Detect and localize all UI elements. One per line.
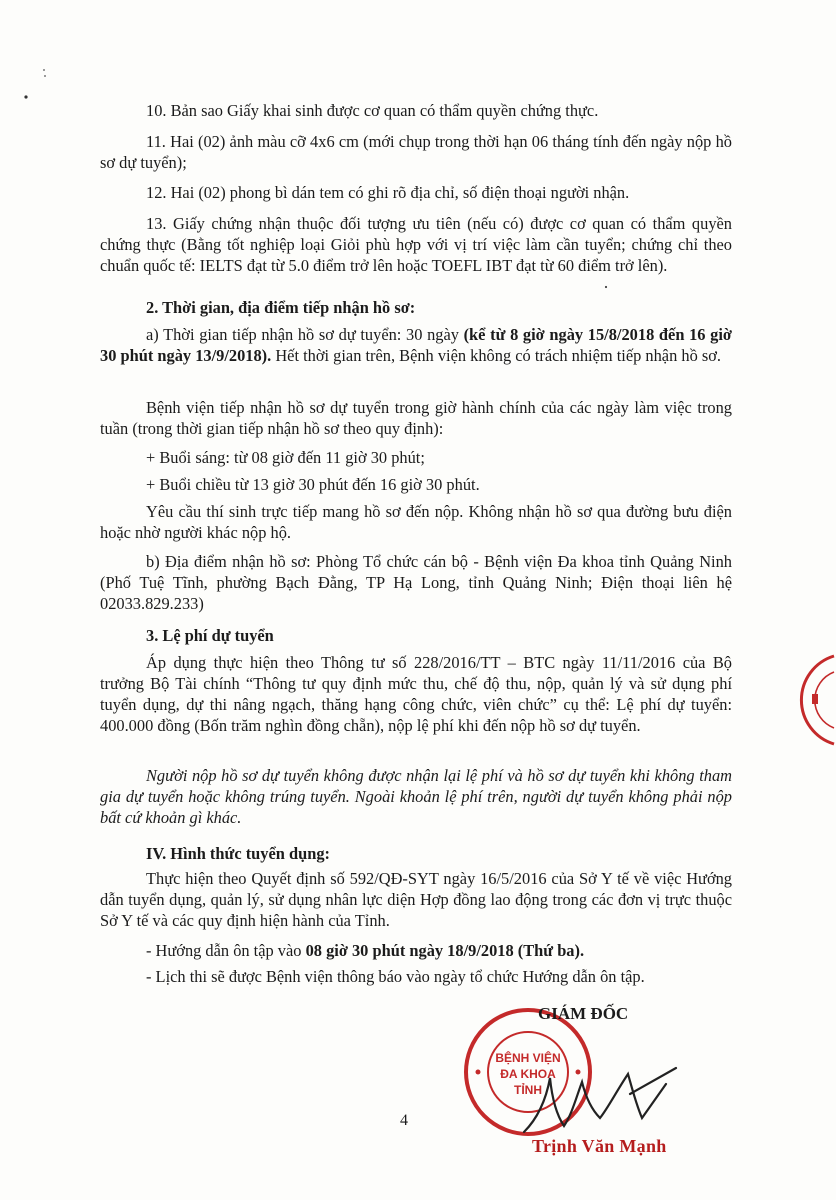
section-2-heading: 2. Thời gian, địa điểm tiếp nhận hồ sơ: [146, 298, 416, 317]
page-number: 4 [400, 1112, 408, 1129]
signer-title: GIÁM ĐỐC [538, 1004, 629, 1023]
section-2-a-note: Hết thời gian trên, Bệnh viện không có trách nhiệm tiếp nhận hồ sơ. [271, 346, 722, 365]
section-4-review-item [100, 940, 778, 961]
seal-line-2: ĐA KHOA [500, 1067, 556, 1081]
section-2-paragraph-1: Bệnh viện tiếp nhận hồ sơ dự tuyển trong giờ hành chính của các ngày làm việc trong tuần (trong thời gian tiếp nhận hồ sơ theo quy định): [100, 398, 732, 438]
section-2-a [100, 324, 732, 366]
review-datetime: 08 giờ 30 phút ngày 18/9/2018 (Thứ ba). [305, 941, 585, 960]
signer-name: Trịnh Văn Mạnh [532, 1136, 667, 1156]
item-13: 13. Giấy chứng nhận thuộc đối tượng ưu tiên (nếu có) được cơ quan có thẩm quyền chứng thực (Bằng tốt nghiệp loại Giỏi phù hợp với vị trí việc làm cần tuyển; chứng chỉ theo chuẩn quốc tế: IELTS đạt từ 5.0 điểm trở lên hoặc TOEFL IBT đạt từ 60 điểm trở lên). [100, 214, 732, 275]
section-4-paragraph-1: Thực hiện theo Quyết định số 592/QĐ-SYT ngày 16/5/2016 của Sở Y tế về việc Hướng dẫn tuyển dụng, quản lý, sử dụng nhân lực diện Hợp đồng lao động trong các đơn vị trực thuộc Sở Y tế và các quy định hiện hành của Tỉnh. [100, 869, 732, 930]
section-4-schedule-item: - Lịch thi sẽ được Bệnh viện thông báo vào ngày tổ chức Hướng dẫn ôn tập. [146, 967, 645, 986]
review-text: - Hướng dẫn ôn tập vào [146, 941, 306, 960]
section-4-heading: IV. Hình thức tuyển dụng: [146, 844, 330, 863]
edge-seal [786, 650, 836, 750]
section-2-morning-hours: + Buổi sáng: từ 08 giờ đến 11 giờ 30 phút; [146, 448, 425, 467]
section-2-afternoon-hours: + Buổi chiều từ 13 giờ 30 phút đến 16 giờ 30 phút. [146, 475, 480, 494]
item-11: 11. Hai (02) ảnh màu cỡ 4x6 cm (mới chụp trong thời hạn 06 tháng tính đến ngày nộp hồ sơ dự tuyển); [100, 132, 732, 172]
section-2-a-period: (kể từ 8 giờ ngày 15/8/2018 đến 16 giờ 30 phút ngày 13/9/2018). [100, 325, 732, 365]
handwritten-signature [516, 1048, 686, 1138]
section-3-paragraph-2: Người nộp hồ sơ dự tuyển không được nhận lại lệ phí và hồ sơ dự tuyển khi không tham gia dự tuyển hoặc không trúng tuyển. Ngoài khoản lệ phí trên, người dự tuyển không phải nộp bất cứ khoản gì khác. [100, 766, 732, 827]
section-3-heading: 3. Lệ phí dự tuyển [146, 626, 274, 645]
item-10: 10. Bản sao Giấy khai sinh được cơ quan có thẩm quyền chứng thực. [146, 101, 599, 120]
section-3-paragraph-1: Áp dụng thực hiện theo Thông tư số 228/2016/TT – BTC ngày 11/11/2016 của Bộ trưởng Bộ Tài chính “Thông tư quy định mức thu, chế độ thu, nộp, quản lý và sử dụng phí tuyển dụng, dự thi nâng ngạch, thăng hạng công chức, viên chức” cụ thể: Lệ phí dự tuyển: 400.000 đồng (Bốn trăm nghìn đồng chẵn), nộp lệ phí khi đến nộp hồ sơ dự tuyển. [100, 653, 732, 735]
section-2-paragraph-2: Yêu cầu thí sinh trực tiếp mang hồ sơ đến nộp. Không nhận hồ sơ qua đường bưu điện hoặc nhờ người khác nộp hộ. [100, 502, 732, 542]
item-12: 12. Hai (02) phong bì dán tem có ghi rõ địa chỉ, số điện thoại người nhận. [146, 183, 630, 202]
seal-line-3: TỈNH [514, 1083, 542, 1097]
section-2-b: b) Địa điểm nhận hồ sơ: Phòng Tổ chức cán bộ - Bệnh viện Đa khoa tỉnh Quảng Ninh (Phố Tuệ Tĩnh, phường Bạch Đằng, TP Hạ Long, tỉnh Quảng Ninh; Điện thoại liên hệ 02033.829.233) [100, 552, 732, 613]
section-2-a-text: a) Thời gian tiếp nhận hồ sơ dự tuyển: 30 ngày [146, 325, 464, 344]
seal-line-1: BỆNH VIỆN [495, 1051, 561, 1065]
